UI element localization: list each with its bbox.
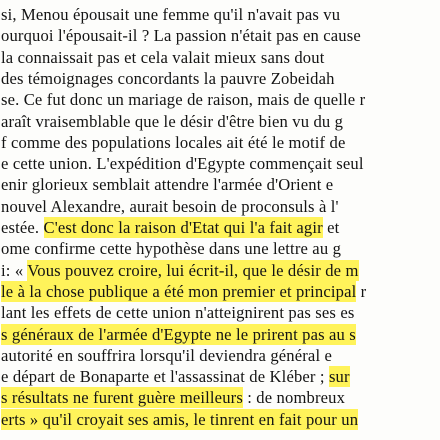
highlighted-text: s résultats ne furent guère meilleurs: [1, 388, 243, 408]
text-line: [1, 218, 339, 238]
text-line: [1, 261, 359, 281]
text-line: [1, 112, 343, 132]
highlighted-text: Vous pouvez croire, lui écrit-il, que le désir de m: [27, 260, 359, 280]
highlighted-text: s généraux de l'armée d'Egypte ne le prirent pas au s: [1, 324, 356, 344]
text-line: [1, 133, 346, 153]
text-line: [1, 388, 345, 408]
text-segment: si, Menou épousait une femme qu'il n'avait pas vu: [1, 5, 341, 24]
text-line: [1, 197, 339, 217]
text-segment: e départ de Bonaparte et l'assassinat de Kléber ;: [1, 367, 329, 387]
highlighted-text: sur: [328, 367, 350, 387]
text-line: [1, 325, 356, 345]
text-segment: estée.: [1, 218, 44, 237]
text-segment: ome confirme cette hypothèse dans une lettre au g: [1, 239, 342, 259]
text-segment: : de nombreux: [242, 388, 346, 408]
text-line: [1, 154, 364, 174]
text-line: [1, 48, 324, 68]
text-segment: enir glorieux semblait attendre l'armée d'Orient e: [1, 175, 334, 195]
text-line: [1, 303, 354, 323]
text-segment: la connaissait pas et cela valait mieux sans dout: [1, 47, 325, 67]
text-line: [1, 175, 333, 195]
highlighted-text: le à la chose publique a été mon premier et principal: [1, 281, 357, 301]
text-line: [1, 282, 366, 302]
text-segment: nouvel Alexandre, aurait besoin de proconsuls à l': [1, 196, 339, 216]
text-segment: se. Ce fut donc un mariage de raison, mais de quelle r: [1, 90, 366, 110]
text-segment: f comme des populations locales ait été le motif de: [1, 132, 346, 152]
highlighted-text: erts » qu'il croyait ses amis, le tinrent en fait pour un: [1, 409, 359, 429]
highlighted-text: C'est donc la raison d'Etat qui l'a fait agir: [43, 218, 323, 237]
text-segment: i: «: [1, 260, 28, 280]
text-segment: araît vraisemblable que le désir d'être bien vu du g: [1, 111, 344, 131]
text-line: [1, 346, 332, 366]
text-line: [1, 239, 341, 259]
text-line: [1, 69, 335, 89]
text-line: [1, 90, 365, 110]
text-line: [1, 5, 340, 25]
text-line: [1, 367, 350, 387]
text-segment: r: [356, 281, 367, 301]
text-line: [1, 410, 358, 430]
text-line: [1, 26, 361, 46]
text-segment: des témoignages concordants la pauvre Zobeidah: [1, 68, 335, 88]
text-segment: autorité en souffrira lorsqu'il deviendra général e: [1, 345, 333, 365]
text-segment: e cette union. L'expédition d'Egypte commençait seul: [1, 154, 364, 174]
text-segment: ourquoi l'épousait-il ? La passion n'était pas en cause: [1, 26, 361, 46]
text-segment: et: [322, 218, 340, 237]
text-segment: lant les effets de cette union n'atteignirent pas ses es: [1, 303, 355, 323]
